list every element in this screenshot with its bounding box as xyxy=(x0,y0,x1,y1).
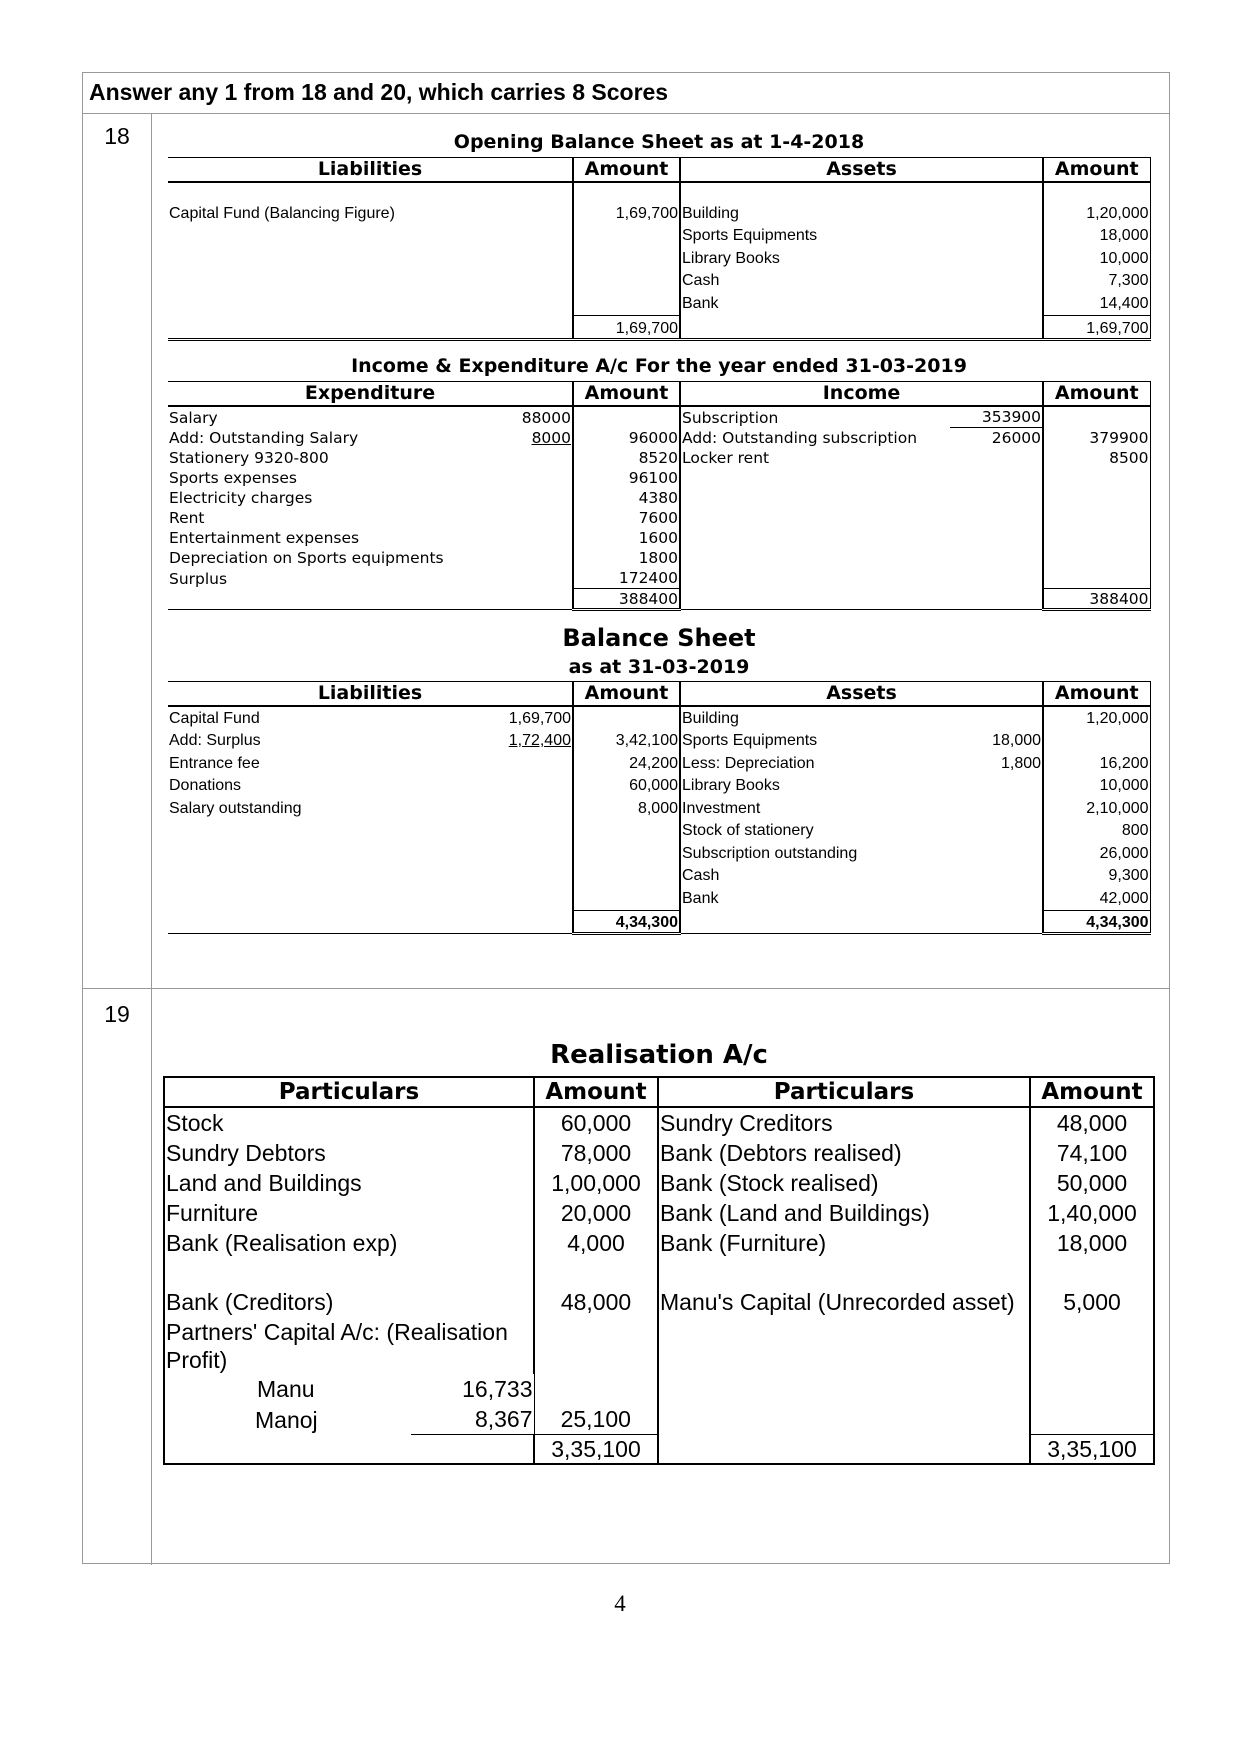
table-row xyxy=(164,1316,1154,1374)
asset-amount: 16,200 xyxy=(1043,752,1150,775)
question-number-18: 18 xyxy=(104,123,130,149)
table-row xyxy=(168,406,1150,428)
partner-name: Manoj xyxy=(255,1406,318,1433)
table-row xyxy=(168,568,1150,589)
table-header xyxy=(168,158,1150,183)
table-row xyxy=(168,428,1150,449)
table-row xyxy=(168,468,1150,488)
header-liabilities: Liabilities xyxy=(168,682,573,707)
table-header xyxy=(164,1077,1154,1107)
liability-amount: 24,200 xyxy=(573,752,680,775)
balance-sheet-title: Balance Sheet xyxy=(562,624,756,652)
liability-subamount: 1,72,400 xyxy=(508,732,571,749)
total-row xyxy=(168,589,1150,610)
debit-amount: 4,000 xyxy=(534,1228,658,1258)
expenditure-subamount: 8000 xyxy=(531,429,572,447)
header-assets: Assets xyxy=(680,682,1043,707)
asset-amount: 7,300 xyxy=(1043,270,1150,293)
income-label: Add: Outstanding subscription xyxy=(680,428,950,449)
credit-amount: 48,000 xyxy=(1030,1107,1154,1138)
table-row xyxy=(168,247,1150,270)
expenditure-amount: 1800 xyxy=(573,548,680,568)
asset-label: Bank xyxy=(680,887,960,910)
table-row xyxy=(168,887,1150,910)
expenditure-label: Rent xyxy=(169,509,205,527)
debit-label: Bank (Realisation exp) xyxy=(166,1230,398,1256)
liability-amount: 60,000 xyxy=(573,775,680,798)
debit-label: Bank (Creditors) xyxy=(166,1289,334,1315)
credit-amount: 50,000 xyxy=(1030,1168,1154,1198)
header-amount: Amount xyxy=(1043,158,1150,183)
balance-sheet-table xyxy=(168,681,1151,935)
asset-amount: 42,000 xyxy=(1043,887,1150,910)
income-label: Locker rent xyxy=(680,448,950,468)
table-row xyxy=(168,488,1150,508)
debit-amount: 78,000 xyxy=(534,1138,658,1168)
asset-amount: 26,000 xyxy=(1043,842,1150,865)
table-row xyxy=(168,730,1150,753)
asset-label: Library Books xyxy=(680,247,1043,270)
expenditure-label: Sports expenses xyxy=(169,469,297,487)
header-amount: Amount xyxy=(1043,682,1150,707)
asset-amount: 18,000 xyxy=(1043,225,1150,248)
asset-amount: 10,000 xyxy=(1043,247,1150,270)
liability-subamount: 1,69,700 xyxy=(508,709,571,727)
expenditure-label: Entertainment expenses xyxy=(169,529,360,547)
table-row xyxy=(164,1404,1154,1435)
table-row xyxy=(168,202,1150,225)
expenditure-subamount: 88000 xyxy=(521,408,572,427)
asset-subamount: 1,800 xyxy=(1000,754,1042,772)
liability-label: Add: Surplus xyxy=(169,732,261,749)
asset-amount: 1,20,000 xyxy=(1043,202,1150,225)
asset-label: Subscription outstanding xyxy=(680,842,960,865)
expenditure-label: Electricity charges xyxy=(169,489,313,507)
header-assets: Assets xyxy=(680,158,1043,183)
header-amount: Amount xyxy=(573,158,680,183)
expenditure-amount: 96000 xyxy=(573,428,680,449)
debit-amount: 48,000 xyxy=(534,1258,658,1316)
page-number: 4 xyxy=(614,1591,626,1616)
total-liabilities: 4,34,300 xyxy=(573,910,680,933)
table-row xyxy=(168,797,1150,820)
total-row xyxy=(168,910,1150,933)
table-row xyxy=(168,225,1150,248)
asset-label: Sports Equipments xyxy=(680,225,1043,248)
table-row xyxy=(168,270,1150,293)
debit-label: Land and Buildings xyxy=(166,1170,362,1196)
credit-label: Bank (Furniture) xyxy=(658,1228,1030,1258)
expenditure-amount xyxy=(573,406,680,428)
debit-label: Sundry Debtors xyxy=(166,1140,326,1166)
question-number-19: 19 xyxy=(104,1001,130,1027)
total-expenditure: 388400 xyxy=(573,589,680,610)
header-liabilities: Liabilities xyxy=(168,158,573,183)
table-row xyxy=(164,1168,1154,1198)
expenditure-amount: 7600 xyxy=(573,508,680,528)
total-income: 388400 xyxy=(1043,589,1150,610)
total-assets: 1,69,700 xyxy=(1043,315,1150,339)
realisation-table xyxy=(163,1076,1155,1465)
question-divider xyxy=(83,988,1169,989)
profit-total: 25,100 xyxy=(534,1404,658,1435)
liability-amount: 3,42,100 xyxy=(573,730,680,753)
table-row xyxy=(164,1228,1154,1258)
income-amount: 8500 xyxy=(1043,448,1150,468)
table-row xyxy=(164,1138,1154,1168)
asset-label: Building xyxy=(680,202,1043,225)
debit-amount: 1,00,000 xyxy=(534,1168,658,1198)
liability-label: Entrance fee xyxy=(169,754,260,772)
partner-name: Manu xyxy=(257,1376,315,1402)
credit-amount: 5,000 xyxy=(1030,1258,1154,1316)
table-row xyxy=(168,865,1150,888)
asset-amount: 9,300 xyxy=(1043,865,1150,888)
total-debit: 3,35,100 xyxy=(534,1435,658,1465)
table-row xyxy=(164,1107,1154,1138)
liability-label: Donations xyxy=(169,777,242,794)
number-column-divider xyxy=(151,113,152,1565)
total-liabilities: 1,69,700 xyxy=(573,315,680,339)
asset-label: Cash xyxy=(680,865,960,888)
asset-amount: 800 xyxy=(1043,820,1150,843)
credit-label: Bank (Land and Buildings) xyxy=(658,1198,1030,1228)
asset-label: Building xyxy=(680,706,960,730)
expenditure-label: Salary xyxy=(169,408,218,427)
income-amount: 379900 xyxy=(1043,428,1150,449)
credit-label: Manu's Capital (Unrecorded asset) xyxy=(658,1258,1030,1316)
expenditure-label: Stationery 9320-800 xyxy=(169,449,329,467)
realisation-title: Realisation A/c xyxy=(550,1040,768,1070)
table-header xyxy=(168,682,1150,707)
table-row xyxy=(168,292,1150,315)
header-expenditure: Expenditure xyxy=(168,382,573,407)
credit-label: Sundry Creditors xyxy=(658,1107,1030,1138)
expenditure-label: Depreciation on Sports equipments xyxy=(169,549,444,567)
table-row xyxy=(168,752,1150,775)
debit-amount: 20,000 xyxy=(534,1198,658,1228)
header-amount: Amount xyxy=(1030,1077,1154,1107)
liability-label: Capital Fund (Balancing Figure) xyxy=(169,204,395,222)
table-row xyxy=(164,1258,1154,1316)
table-row xyxy=(168,842,1150,865)
section-heading: Answer any 1 from 18 and 20, which carries 8 Scores xyxy=(89,79,669,105)
expenditure-label: Add: Outstanding Salary xyxy=(169,429,359,447)
total-row xyxy=(168,315,1150,339)
expenditure-amount: 1600 xyxy=(573,528,680,548)
income-subamount: 26000 xyxy=(950,428,1043,449)
asset-label: Stock of stationery xyxy=(680,820,960,843)
debit-label: Partners' Capital A/c: (Realisation Profit) xyxy=(166,1319,508,1373)
credit-amount: 1,40,000 xyxy=(1030,1198,1154,1228)
header-amount: Amount xyxy=(573,682,680,707)
debit-amount: 60,000 xyxy=(534,1107,658,1138)
total-row xyxy=(164,1435,1154,1465)
credit-label: Bank (Stock realised) xyxy=(658,1168,1030,1198)
table-row xyxy=(168,508,1150,528)
header-particulars: Particulars xyxy=(164,1077,534,1107)
opening-balance-table xyxy=(168,157,1151,341)
asset-label: Sports Equipments xyxy=(680,730,960,753)
asset-amount: 10,000 xyxy=(1043,775,1150,798)
header-row xyxy=(83,73,1169,114)
income-amount xyxy=(1043,406,1150,428)
asset-label: Library Books xyxy=(680,775,960,798)
expenditure-amount: 8520 xyxy=(573,448,680,468)
partner-share: 16,733 xyxy=(462,1376,533,1402)
asset-amount: 14,400 xyxy=(1043,292,1150,315)
table-row xyxy=(168,820,1150,843)
table-row xyxy=(168,528,1150,548)
asset-label: Bank xyxy=(680,292,1043,315)
credit-label: Bank (Debtors realised) xyxy=(658,1138,1030,1168)
table-row xyxy=(168,775,1150,798)
header-amount: Amount xyxy=(534,1077,658,1107)
credit-amount: 18,000 xyxy=(1030,1228,1154,1258)
table-row xyxy=(168,548,1150,568)
total-assets: 4,34,300 xyxy=(1043,910,1150,933)
opening-balance-title: Opening Balance Sheet as at 1-4-2018 xyxy=(453,131,865,153)
expenditure-amount: 172400 xyxy=(573,568,680,589)
debit-label: Stock xyxy=(166,1110,224,1136)
liability-label: Capital Fund xyxy=(169,709,260,727)
balance-sheet-subtitle: as at 31-03-2019 xyxy=(568,656,750,678)
total-credit: 3,35,100 xyxy=(1030,1435,1154,1465)
header-income: Income xyxy=(680,382,1043,407)
asset-subamount: 18,000 xyxy=(992,732,1042,749)
partner-share: 8,367 xyxy=(411,1404,534,1435)
liability-amount: 8,000 xyxy=(573,797,680,820)
liability-label: Salary outstanding xyxy=(169,799,302,817)
asset-label: Investment xyxy=(680,797,960,820)
asset-label: Cash xyxy=(680,270,1043,293)
income-subamount: 353900 xyxy=(981,408,1042,426)
income-label: Subscription xyxy=(680,406,950,428)
expenditure-amount: 96100 xyxy=(573,468,680,488)
income-expenditure-title: Income & Expenditure A/c For the year ended 31-03-2019 xyxy=(351,355,967,377)
header-particulars: Particulars xyxy=(658,1077,1030,1107)
credit-amount: 74,100 xyxy=(1030,1138,1154,1168)
debit-label: Furniture xyxy=(166,1200,259,1226)
asset-label: Less: Depreciation xyxy=(680,752,960,775)
income-expenditure-table xyxy=(168,381,1151,611)
table-row xyxy=(168,706,1150,730)
expenditure-label: Surplus xyxy=(169,569,228,588)
expenditure-amount: 4380 xyxy=(573,488,680,508)
liability-amount: 1,69,700 xyxy=(573,202,680,225)
header-amount: Amount xyxy=(1043,382,1150,407)
header-amount: Amount xyxy=(573,382,680,407)
table-row xyxy=(164,1198,1154,1228)
table-row xyxy=(164,1374,1154,1404)
table-row xyxy=(168,448,1150,468)
asset-amount: 1,20,000 xyxy=(1043,706,1150,730)
table-header xyxy=(168,382,1150,407)
asset-amount: 2,10,000 xyxy=(1043,797,1150,820)
